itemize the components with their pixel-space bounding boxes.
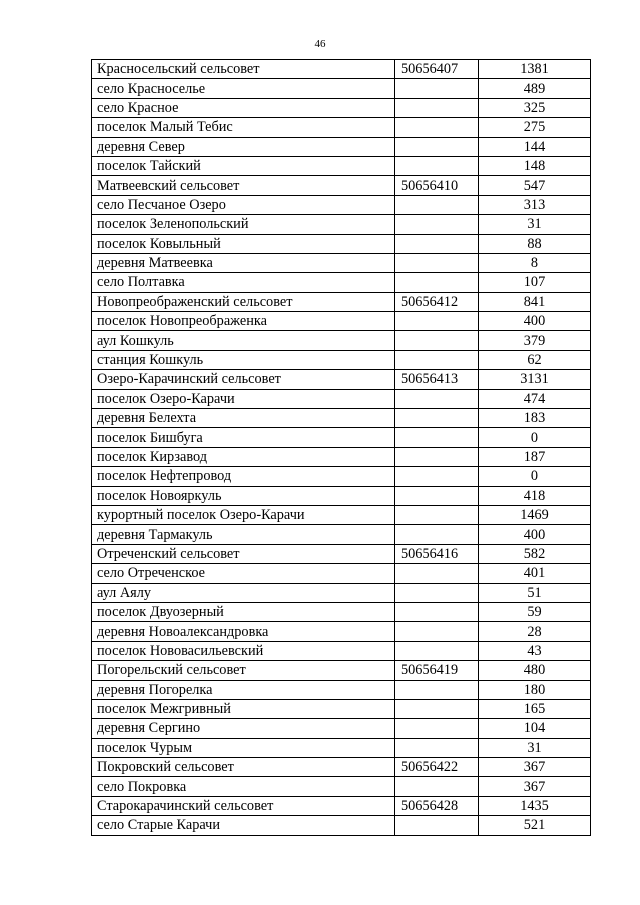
- settlement-name-cell: поселок Озеро-Карачи: [92, 389, 395, 408]
- population-cell: 187: [479, 447, 591, 466]
- population-cell: 521: [479, 816, 591, 835]
- table-row: [92, 370, 591, 389]
- table-row: [92, 98, 591, 117]
- settlement-name-cell: деревня Погорелка: [92, 680, 395, 699]
- table-row: [92, 428, 591, 447]
- population-cell: 401: [479, 564, 591, 583]
- table-row: [92, 564, 591, 583]
- table-row: [92, 505, 591, 524]
- oktmo-code-cell: [395, 641, 479, 660]
- settlement-name-cell: Новопреображенский сельсовет: [92, 292, 395, 311]
- oktmo-code-cell: 50656407: [395, 60, 479, 79]
- population-cell: 51: [479, 583, 591, 602]
- oktmo-code-cell: 50656413: [395, 370, 479, 389]
- population-cell: 1435: [479, 796, 591, 815]
- table-row: [92, 525, 591, 544]
- settlement-name-cell: поселок Малый Тебис: [92, 118, 395, 137]
- oktmo-code-cell: [395, 98, 479, 117]
- oktmo-code-cell: [395, 447, 479, 466]
- population-cell: 43: [479, 641, 591, 660]
- settlement-name-cell: поселок Ковыльный: [92, 234, 395, 253]
- settlement-name-cell: поселок Кирзавод: [92, 447, 395, 466]
- oktmo-code-cell: [395, 273, 479, 292]
- oktmo-code-cell: [395, 583, 479, 602]
- population-cell: 489: [479, 79, 591, 98]
- oktmo-code-cell: [395, 118, 479, 137]
- population-cell: 1469: [479, 505, 591, 524]
- settlement-name-cell: поселок Нововасильевский: [92, 641, 395, 660]
- table-row: [92, 680, 591, 699]
- settlement-name-cell: деревня Белехта: [92, 409, 395, 428]
- oktmo-code-cell: [395, 719, 479, 738]
- table-row: [92, 796, 591, 815]
- table-row: [92, 253, 591, 272]
- table-row: [92, 699, 591, 718]
- table-row: [92, 137, 591, 156]
- population-cell: 104: [479, 719, 591, 738]
- oktmo-code-cell: [395, 777, 479, 796]
- population-cell: 582: [479, 544, 591, 563]
- population-cell: 59: [479, 602, 591, 621]
- oktmo-code-cell: [395, 409, 479, 428]
- oktmo-code-cell: [395, 622, 479, 641]
- table-row: [92, 195, 591, 214]
- population-cell: 400: [479, 525, 591, 544]
- oktmo-code-cell: [395, 137, 479, 156]
- oktmo-code-cell: [395, 525, 479, 544]
- population-cell: 107: [479, 273, 591, 292]
- population-cell: 62: [479, 350, 591, 369]
- settlement-name-cell: село Красное: [92, 98, 395, 117]
- settlement-name-cell: село Старые Карачи: [92, 816, 395, 835]
- population-cell: 325: [479, 98, 591, 117]
- oktmo-code-cell: [395, 816, 479, 835]
- settlement-name-cell: деревня Новоалександровка: [92, 622, 395, 641]
- table-row: [92, 331, 591, 350]
- table-row: [92, 312, 591, 331]
- settlement-name-cell: Отреченский сельсовет: [92, 544, 395, 563]
- table-row: [92, 215, 591, 234]
- table-row: [92, 544, 591, 563]
- oktmo-code-cell: 50656412: [395, 292, 479, 311]
- table-row: [92, 79, 591, 98]
- oktmo-code-cell: 50656410: [395, 176, 479, 195]
- table-body: [92, 60, 591, 836]
- population-cell: 474: [479, 389, 591, 408]
- population-cell: 841: [479, 292, 591, 311]
- table-row: [92, 156, 591, 175]
- oktmo-code-cell: [395, 467, 479, 486]
- table-row: [92, 816, 591, 835]
- settlement-name-cell: поселок Тайский: [92, 156, 395, 175]
- oktmo-code-cell: 50656422: [395, 758, 479, 777]
- table-row: [92, 292, 591, 311]
- settlement-name-cell: село Покровка: [92, 777, 395, 796]
- settlement-name-cell: Погорельский сельсовет: [92, 661, 395, 680]
- settlement-name-cell: деревня Матвеевка: [92, 253, 395, 272]
- page-number: 46: [314, 38, 326, 50]
- population-cell: 367: [479, 777, 591, 796]
- population-cell: 275: [479, 118, 591, 137]
- settlement-name-cell: поселок Новояркуль: [92, 486, 395, 505]
- oktmo-code-cell: [395, 738, 479, 757]
- oktmo-code-cell: 50656428: [395, 796, 479, 815]
- settlement-name-cell: аул Аялу: [92, 583, 395, 602]
- population-cell: 8: [479, 253, 591, 272]
- oktmo-code-cell: [395, 253, 479, 272]
- settlement-name-cell: Матвеевский сельсовет: [92, 176, 395, 195]
- oktmo-code-cell: [395, 699, 479, 718]
- table-row: [92, 118, 591, 137]
- table-row: [92, 467, 591, 486]
- table-row: [92, 447, 591, 466]
- oktmo-code-cell: [395, 505, 479, 524]
- table-row: [92, 409, 591, 428]
- table-row: [92, 234, 591, 253]
- settlement-name-cell: Красносельский сельсовет: [92, 60, 395, 79]
- table-row: [92, 661, 591, 680]
- table-row: [92, 486, 591, 505]
- oktmo-code-cell: [395, 331, 479, 350]
- settlement-name-cell: село Песчаное Озеро: [92, 195, 395, 214]
- settlement-name-cell: поселок Бишбуга: [92, 428, 395, 447]
- population-cell: 180: [479, 680, 591, 699]
- oktmo-code-cell: [395, 312, 479, 331]
- population-cell: 31: [479, 738, 591, 757]
- population-cell: 3131: [479, 370, 591, 389]
- oktmo-code-cell: 50656419: [395, 661, 479, 680]
- settlement-name-cell: курортный поселок Озеро-Карачи: [92, 505, 395, 524]
- settlements-table: [91, 59, 591, 836]
- oktmo-code-cell: [395, 486, 479, 505]
- settlement-name-cell: поселок Зеленопольский: [92, 215, 395, 234]
- table-row: [92, 176, 591, 195]
- population-cell: 480: [479, 661, 591, 680]
- settlement-name-cell: поселок Новопреображенка: [92, 312, 395, 331]
- table-row: [92, 738, 591, 757]
- settlement-name-cell: деревня Сергино: [92, 719, 395, 738]
- settlement-name-cell: село Отреченское: [92, 564, 395, 583]
- oktmo-code-cell: [395, 564, 479, 583]
- table-row: [92, 350, 591, 369]
- settlement-name-cell: село Красноселье: [92, 79, 395, 98]
- table-row: [92, 602, 591, 621]
- population-cell: 418: [479, 486, 591, 505]
- population-cell: 144: [479, 137, 591, 156]
- oktmo-code-cell: [395, 215, 479, 234]
- settlement-name-cell: поселок Чурым: [92, 738, 395, 757]
- population-cell: 183: [479, 409, 591, 428]
- oktmo-code-cell: [395, 234, 479, 253]
- population-cell: 367: [479, 758, 591, 777]
- settlement-name-cell: деревня Тармакуль: [92, 525, 395, 544]
- population-cell: 165: [479, 699, 591, 718]
- population-cell: 313: [479, 195, 591, 214]
- oktmo-code-cell: [395, 79, 479, 98]
- table-row: [92, 583, 591, 602]
- population-cell: 88: [479, 234, 591, 253]
- settlement-name-cell: Старокарачинский сельсовет: [92, 796, 395, 815]
- population-cell: 1381: [479, 60, 591, 79]
- population-cell: 400: [479, 312, 591, 331]
- population-cell: 0: [479, 428, 591, 447]
- oktmo-code-cell: [395, 195, 479, 214]
- population-cell: 28: [479, 622, 591, 641]
- oktmo-code-cell: [395, 428, 479, 447]
- settlement-name-cell: поселок Двуозерный: [92, 602, 395, 621]
- oktmo-code-cell: 50656416: [395, 544, 479, 563]
- table-row: [92, 622, 591, 641]
- settlement-name-cell: деревня Север: [92, 137, 395, 156]
- population-cell: 379: [479, 331, 591, 350]
- settlement-name-cell: Покровский сельсовет: [92, 758, 395, 777]
- settlement-name-cell: станция Кошкуль: [92, 350, 395, 369]
- table-row: [92, 389, 591, 408]
- oktmo-code-cell: [395, 602, 479, 621]
- settlement-name-cell: аул Кошкуль: [92, 331, 395, 350]
- population-cell: 0: [479, 467, 591, 486]
- table-row: [92, 273, 591, 292]
- oktmo-code-cell: [395, 389, 479, 408]
- settlement-name-cell: поселок Межгривный: [92, 699, 395, 718]
- population-cell: 31: [479, 215, 591, 234]
- table-row: [92, 60, 591, 79]
- settlement-name-cell: поселок Нефтепровод: [92, 467, 395, 486]
- oktmo-code-cell: [395, 156, 479, 175]
- settlement-name-cell: Озеро-Карачинский сельсовет: [92, 370, 395, 389]
- table-row: [92, 758, 591, 777]
- population-cell: 148: [479, 156, 591, 175]
- settlement-name-cell: село Полтавка: [92, 273, 395, 292]
- population-cell: 547: [479, 176, 591, 195]
- oktmo-code-cell: [395, 680, 479, 699]
- table-row: [92, 719, 591, 738]
- table-row: [92, 777, 591, 796]
- table-row: [92, 641, 591, 660]
- oktmo-code-cell: [395, 350, 479, 369]
